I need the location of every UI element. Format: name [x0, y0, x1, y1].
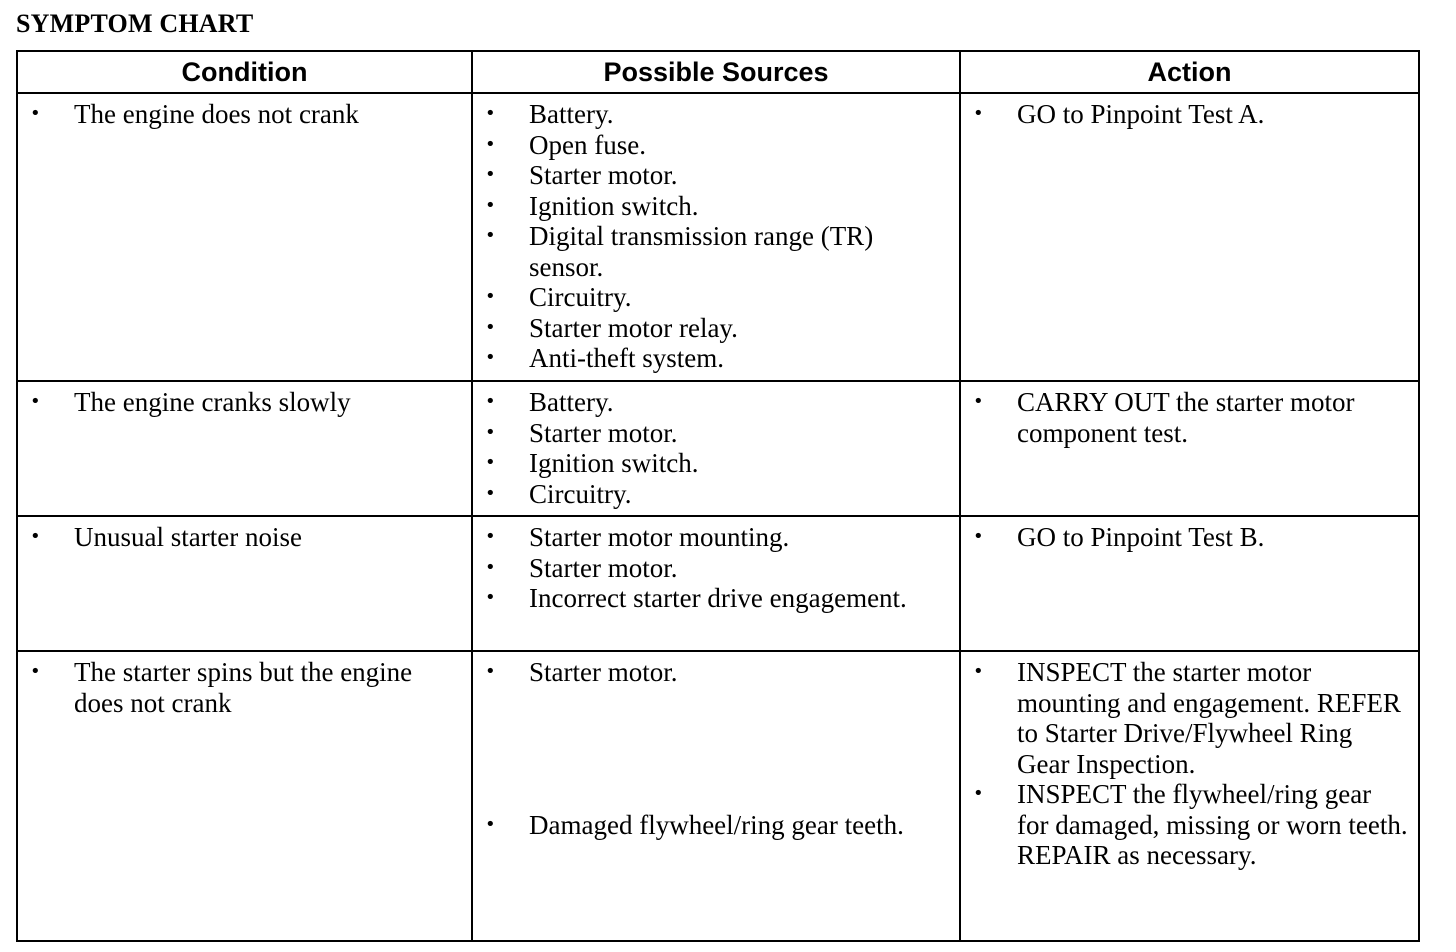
table-row: [17, 381, 1419, 516]
bullet-icon: •: [973, 661, 984, 682]
bullet-icon: •: [485, 421, 496, 443]
condition-text: The starter spins but the engine does not crank: [74, 657, 413, 718]
bullet-icon: •: [485, 813, 496, 835]
list-item: [473, 479, 959, 510]
sources-cell: [472, 381, 960, 516]
bullet-icon: •: [485, 556, 496, 578]
source-text: Anti-theft system.: [529, 343, 724, 373]
list-item: [473, 583, 959, 614]
source-text: Battery.: [529, 387, 614, 417]
list-item: [18, 99, 471, 130]
table-row: [17, 93, 1419, 381]
source-text: Starter motor.: [529, 552, 678, 583]
list-item: [473, 810, 959, 841]
list-item: [473, 191, 959, 222]
source-text: Incorrect starter drive engagement.: [529, 583, 907, 613]
list-item: [473, 130, 959, 161]
table-header-row: [17, 51, 1419, 93]
list-item: [18, 387, 471, 418]
column-header-possible-sources: Possible Sources: [472, 51, 960, 93]
list-item: [961, 522, 1418, 553]
source-text: Open fuse.: [529, 129, 646, 160]
list-item: [473, 418, 959, 449]
chart-title: SYMPTOM CHART: [16, 9, 254, 38]
list-item: [18, 657, 471, 718]
column-header-action: Action: [960, 51, 1419, 93]
bullet-icon: •: [30, 103, 41, 124]
bullet-icon: •: [485, 286, 496, 307]
source-text: Starter motor.: [529, 657, 678, 687]
condition-cell: [17, 651, 472, 941]
condition-text: Unusual starter noise: [74, 522, 302, 552]
action-text: INSPECT the flywheel/ring gear for damaged, missing or worn teeth. REPAIR as necessary.: [1017, 779, 1408, 870]
source-text: Starter motor.: [529, 417, 678, 448]
table-row: [17, 651, 1419, 941]
bullet-icon: •: [485, 587, 496, 608]
list-item: [961, 657, 1418, 779]
list-item: [961, 779, 1418, 871]
bullet-icon: •: [30, 661, 41, 682]
source-text: Starter motor.: [529, 160, 678, 190]
bullet-icon: •: [485, 482, 496, 504]
bullet-icon: •: [485, 391, 496, 412]
action-cell: [960, 651, 1419, 941]
condition-text: The engine cranks slowly: [74, 387, 351, 417]
bullet-icon: •: [485, 316, 496, 338]
list-item: [18, 522, 471, 553]
action-cell: [960, 516, 1419, 651]
list-item: [473, 343, 959, 374]
sources-cell: [472, 516, 960, 651]
bullet-icon: •: [973, 526, 984, 547]
list-item: [961, 387, 1418, 448]
condition-cell: [17, 381, 472, 516]
bullet-icon: •: [973, 783, 984, 804]
list-item: [473, 221, 959, 282]
list-item: [473, 282, 959, 313]
source-text: Circuitry.: [529, 478, 632, 509]
bullet-icon: •: [973, 391, 984, 412]
condition-text: The engine does not crank: [74, 99, 359, 129]
action-cell: [960, 93, 1419, 381]
bullet-icon: •: [973, 103, 984, 124]
source-text: Starter motor mounting.: [529, 522, 790, 552]
condition-cell: [17, 93, 472, 381]
bullet-icon: •: [485, 452, 496, 473]
sources-cell: [472, 93, 960, 381]
list-item: [961, 99, 1418, 130]
action-text: GO to Pinpoint Test B.: [1017, 522, 1265, 552]
list-item: [473, 313, 959, 344]
source-text: Starter motor relay.: [529, 312, 738, 343]
symptom-chart-table: [16, 50, 1420, 942]
action-text: INSPECT the starter motor mounting and engagement. REFER to Starter Drive/Flywheel Ring Gear Inspection.: [1017, 657, 1401, 779]
bullet-icon: •: [485, 225, 496, 246]
source-text: Battery.: [529, 99, 614, 129]
list-item: [473, 160, 959, 191]
condition-cell: [17, 516, 472, 651]
bullet-icon: •: [485, 661, 496, 682]
bullet-icon: •: [485, 164, 496, 185]
source-text: Damaged flywheel/ring gear teeth.: [529, 809, 904, 840]
action-text: CARRY OUT the starter motor component test.: [1017, 387, 1355, 448]
list-item: [473, 657, 959, 688]
bullet-icon: •: [485, 103, 496, 124]
source-text: Circuitry.: [529, 282, 632, 312]
column-header-condition: Condition: [17, 51, 472, 93]
table-row: [17, 516, 1419, 651]
source-text: Ignition switch.: [529, 190, 699, 221]
sources-cell: [472, 651, 960, 941]
list-item: [473, 448, 959, 479]
source-text: Digital transmission range (TR) sensor.: [529, 221, 874, 282]
action-text: GO to Pinpoint Test A.: [1017, 99, 1265, 129]
source-text: Ignition switch.: [529, 448, 699, 478]
bullet-icon: •: [485, 526, 496, 547]
bullet-icon: •: [30, 526, 41, 547]
list-item: [473, 99, 959, 130]
bullet-icon: •: [485, 133, 496, 155]
list-item: [473, 387, 959, 418]
action-cell: [960, 381, 1419, 516]
list-item: [473, 553, 959, 584]
list-item: [473, 522, 959, 553]
bullet-icon: •: [485, 194, 496, 216]
bullet-icon: •: [485, 347, 496, 368]
bullet-icon: •: [30, 391, 41, 412]
